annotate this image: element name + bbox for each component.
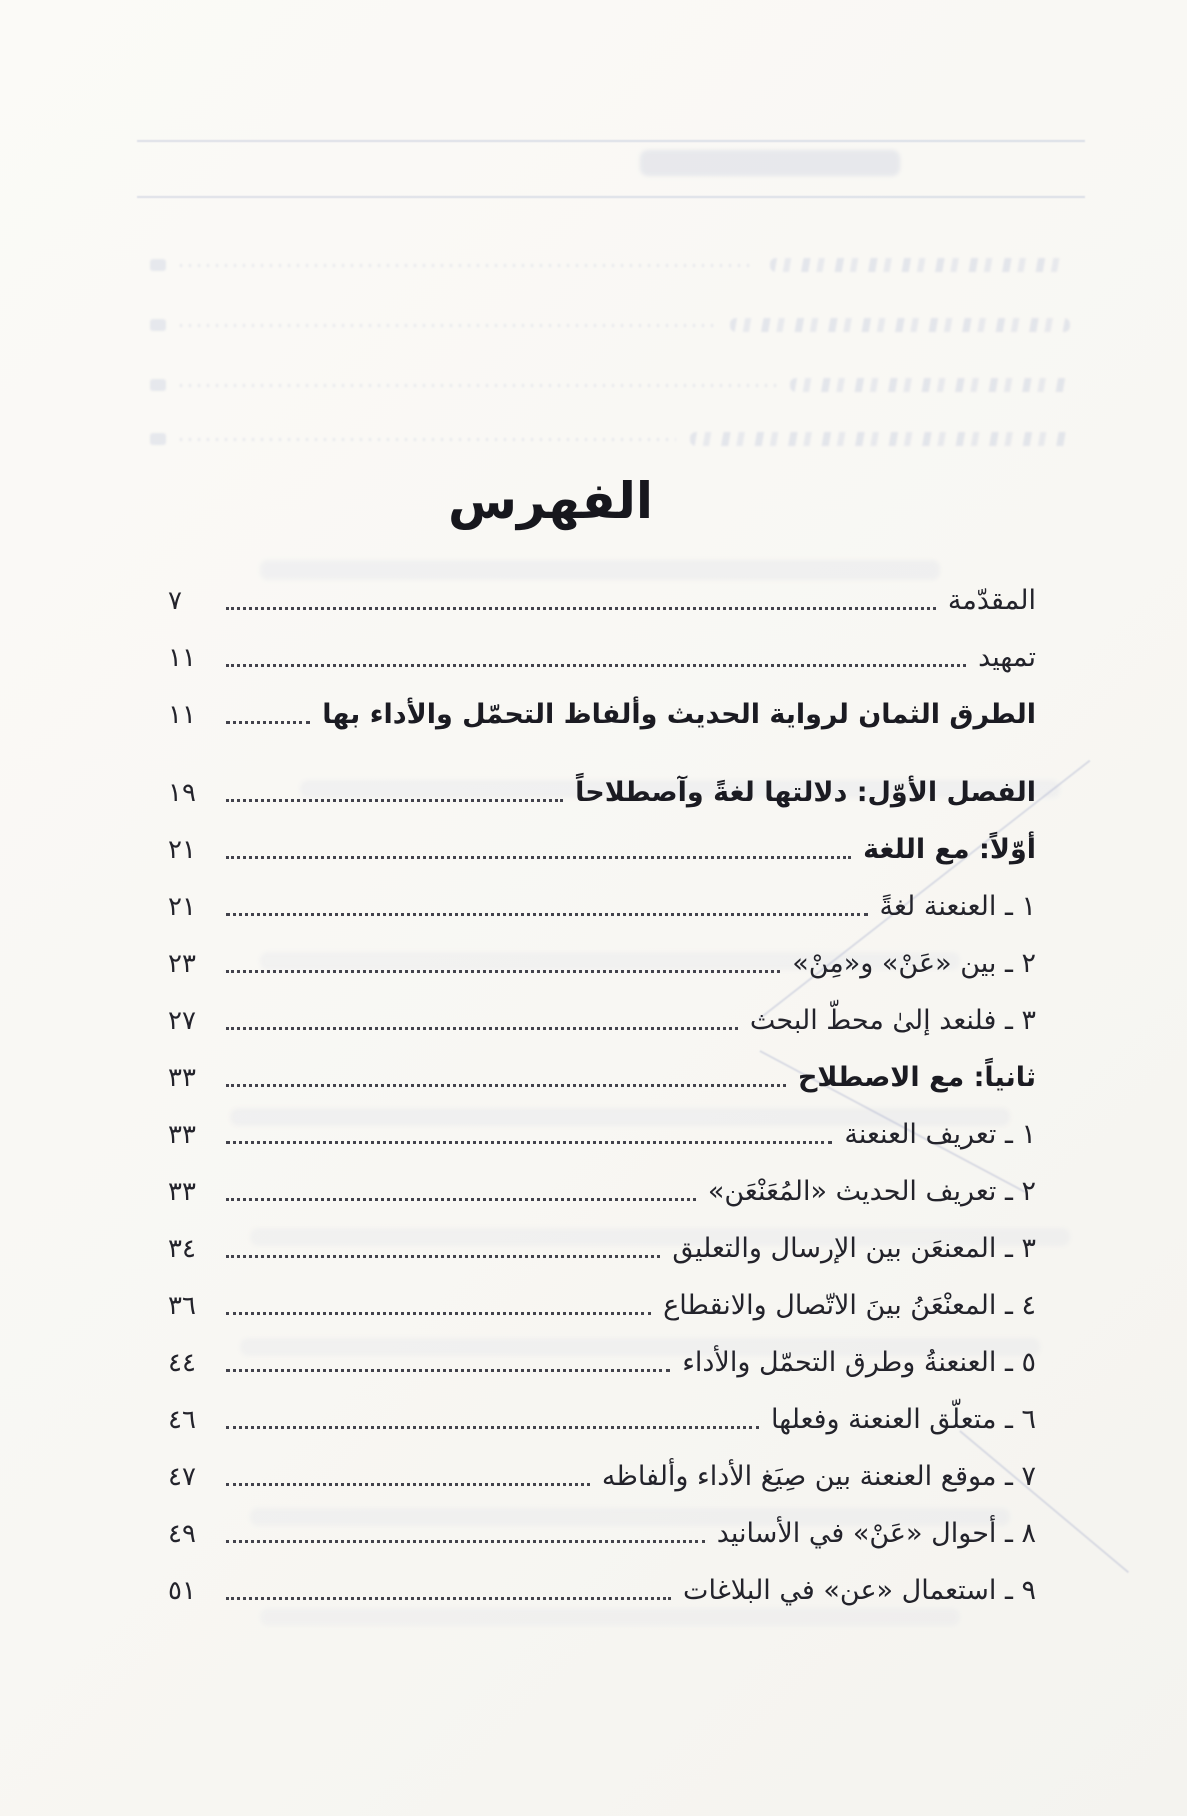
toc-entry [168, 935, 1036, 992]
toc-leader-dots [226, 1426, 759, 1429]
bleedthrough-line [150, 378, 1070, 392]
toc-entry-page-number: ٣٣ [168, 1176, 196, 1207]
bleedthrough-header-rule-bottom [137, 196, 1085, 198]
toc-leader-dots [226, 721, 310, 724]
toc-leader-dots [226, 1255, 660, 1258]
toc-entry-page-number: ٤٦ [168, 1404, 196, 1435]
bleedthrough-number [150, 433, 166, 445]
bleedthrough-line [150, 318, 1070, 332]
bleedthrough-text [690, 432, 1070, 446]
toc-entry-page-number: ٢١ [168, 834, 196, 865]
toc-entry-label: ٩ ـ استعمال «عن» في البلاغات [683, 1575, 1036, 1606]
bleedthrough-line [150, 258, 1070, 272]
bleedthrough-line [150, 432, 1070, 446]
toc-leader-dots [226, 913, 868, 916]
toc-entry [168, 1106, 1036, 1163]
toc-entry [168, 1448, 1036, 1505]
page-title: الفهرس [447, 471, 653, 530]
toc-entry-page-number: ٥١ [168, 1575, 196, 1606]
toc-entry [168, 572, 1036, 629]
toc-entry-label: المقدّمة [947, 585, 1036, 616]
bleedthrough-leader [180, 438, 676, 441]
toc-list [168, 572, 1036, 1619]
bleedthrough-number [150, 259, 166, 271]
toc-entry-page-number: ٢٧ [168, 1005, 196, 1036]
toc-leader-dots [226, 1369, 670, 1372]
toc-entry-page-number: ١٩ [168, 777, 196, 808]
toc-entry-label: تمهيد [978, 642, 1036, 673]
toc-entry [168, 764, 1036, 821]
bleedthrough-header-text [640, 150, 900, 176]
toc-entry-label: الطرق الثمان لرواية الحديث وألفاظ التحمّل والأداء بها [322, 699, 1036, 730]
bleedthrough-number [150, 319, 166, 331]
toc-entry-label: الفصل الأوّل: دلالتها لغةً وآصطلاحاً [575, 777, 1036, 808]
toc-leader-dots [226, 856, 851, 859]
toc-entry [168, 1220, 1036, 1277]
bleedthrough-text [790, 378, 1070, 392]
toc-entry-label: ٨ ـ أحوال «عَنْ» في الأسانيد [716, 1518, 1036, 1549]
toc-entry-label: ثانياً: مع الاصطلاح [797, 1062, 1036, 1093]
toc-leader-dots [226, 607, 936, 610]
toc-leader-dots [226, 1597, 671, 1600]
toc-entry [168, 1277, 1036, 1334]
toc-entry-label: ٣ ـ المعنعَن بين الإرسال والتعليق [672, 1233, 1036, 1264]
toc-leader-dots [226, 1141, 832, 1144]
toc-entry-label: أوّلاً: مع اللغة [863, 834, 1036, 865]
toc-entry [168, 1334, 1036, 1391]
toc-entry [168, 992, 1036, 1049]
toc-leader-dots [226, 1027, 738, 1030]
bleedthrough-number [150, 379, 166, 391]
toc-entry-label: ٤ ـ المعنْعَنُ بينَ الاتّصال والانقطاع [663, 1290, 1036, 1321]
toc-entry [168, 821, 1036, 878]
bleedthrough-leader [180, 384, 776, 387]
toc-entry-page-number: ٢١ [168, 891, 196, 922]
toc-entry-page-number: ٣٤ [168, 1233, 196, 1264]
toc-entry-page-number: ٣٣ [168, 1062, 196, 1093]
bleedthrough-header-rule-top [137, 140, 1085, 142]
toc-leader-dots [226, 799, 563, 802]
toc-leader-dots [226, 1198, 696, 1201]
toc-entry [168, 878, 1036, 935]
toc-entry [168, 1391, 1036, 1448]
toc-entry-page-number: ٤٩ [168, 1518, 196, 1549]
toc-entry-page-number: ٧ [168, 585, 182, 616]
toc-entry [168, 1562, 1036, 1619]
toc-entry-page-number: ٤٧ [168, 1461, 196, 1492]
toc-entry [168, 629, 1036, 686]
bleedthrough-leader [180, 324, 716, 327]
toc-entry-label: ٢ ـ تعريف الحديث «المُعَنْعَن» [707, 1176, 1036, 1207]
toc-leader-dots [226, 1084, 786, 1087]
toc-entry-label: ١ ـ العنعنة لغةً [879, 891, 1036, 922]
toc-leader-dots [226, 1483, 590, 1486]
toc-entry-page-number: ١١ [168, 699, 196, 730]
toc-entry-page-number: ٣٣ [168, 1119, 196, 1150]
toc-entry-label: ٧ ـ موقع العنعنة بين صِيَغ الأداء وألفاظه [601, 1461, 1036, 1492]
toc-entry [168, 686, 1036, 743]
toc-entry [168, 1163, 1036, 1220]
toc-entry-page-number: ١١ [168, 642, 196, 673]
toc-leader-dots [226, 970, 780, 973]
toc-entry-label: ٢ ـ بين «عَنْ» و«مِنْ» [792, 948, 1036, 979]
bleedthrough-text [730, 318, 1070, 332]
toc-leader-dots [226, 664, 966, 667]
toc-entry [168, 1505, 1036, 1562]
toc-entry-page-number: ٤٤ [168, 1347, 196, 1378]
toc-entry-label: ١ ـ تعريف العنعنة [844, 1119, 1036, 1150]
toc-leader-dots [226, 1540, 705, 1543]
toc-entry [168, 1049, 1036, 1106]
toc-entry-label: ٦ ـ متعلّق العنعنة وفعلها [771, 1404, 1036, 1435]
toc-entry-page-number: ٢٣ [168, 948, 196, 979]
bleedthrough-text [770, 258, 1070, 272]
bleedthrough-leader [180, 264, 756, 267]
toc-leader-dots [226, 1312, 651, 1315]
toc-entry-label: ٥ ـ العنعنةُ وطرق التحمّل والأداء [682, 1347, 1036, 1378]
toc-entry-label: ٣ ـ فلنعد إلىٰ محطّ البحث [749, 1005, 1036, 1036]
toc-entry-page-number: ٣٦ [168, 1290, 196, 1321]
